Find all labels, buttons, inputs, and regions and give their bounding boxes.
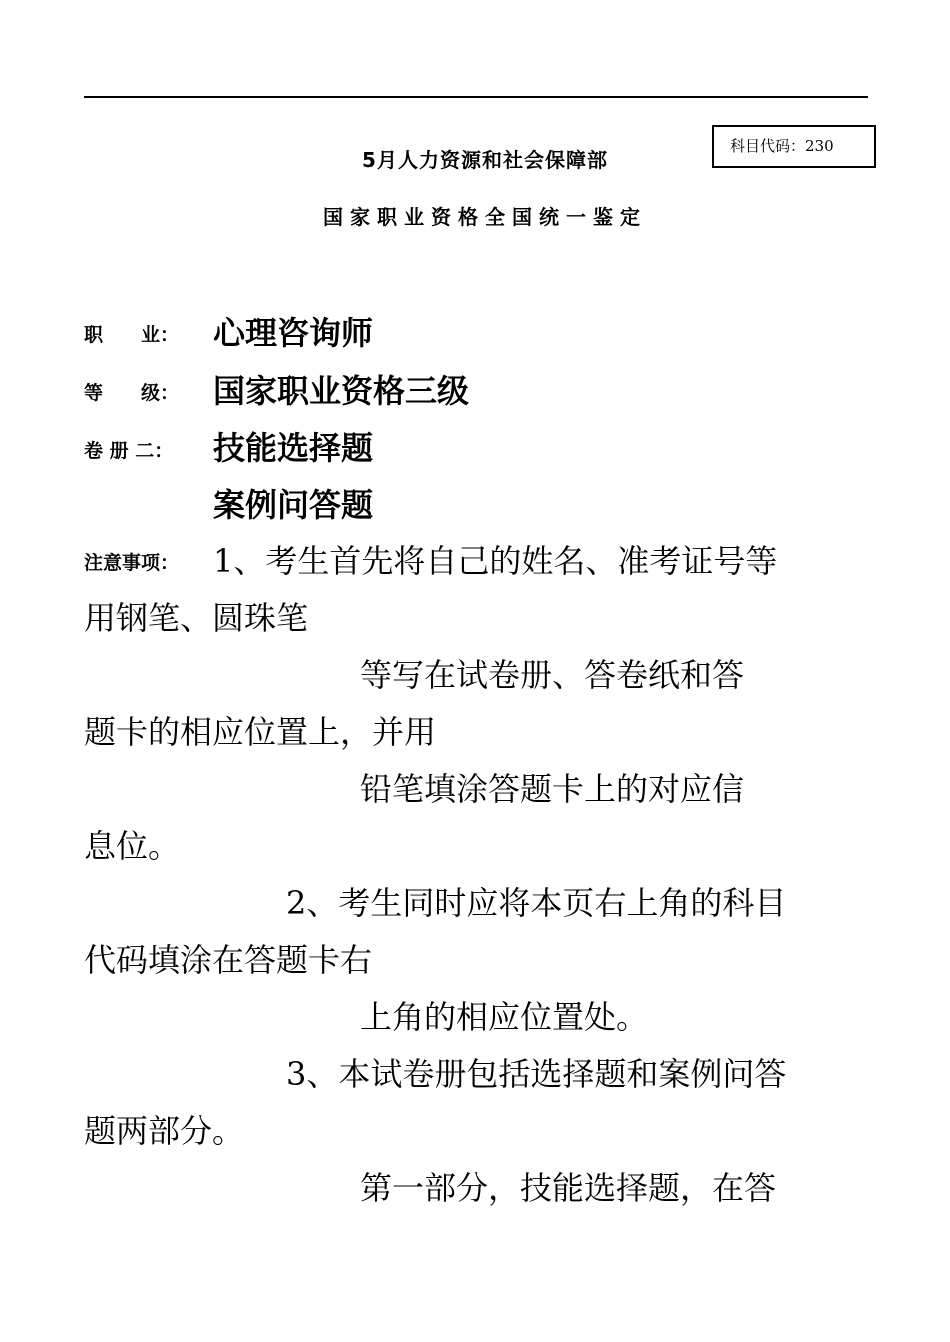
note-line: 息位。 — [84, 827, 181, 865]
volume-value-skills: 技能选择题 — [213, 429, 374, 467]
note-line: 代码填涂在答题卡右 — [84, 941, 373, 979]
note-line: 第一部分，技能选择题，在答 — [360, 1169, 777, 1207]
note-line: 3、本试卷册包括选择题和案例问答 — [286, 1055, 787, 1093]
note-line: 铅笔填涂答题卡上的对应信 — [360, 770, 745, 808]
note-line: 等写在试卷册、答卷纸和答 — [360, 656, 745, 694]
exam-header-line1: 5月人力资源和社会保障部 — [362, 148, 608, 172]
note-line: 题两部分。 — [84, 1112, 245, 1150]
occupation-label: 职 业： — [84, 324, 180, 346]
header-rule — [84, 96, 868, 98]
exam-header-line2: 国家职业资格全国统一鉴定 — [323, 205, 647, 229]
level-value: 国家职业资格三级 — [213, 372, 470, 410]
note-line: 上角的相应位置处。 — [360, 998, 649, 1036]
note-line: 题卡的相应位置上，并用 — [84, 713, 437, 751]
notes-label: 注意事项： — [84, 552, 180, 574]
subject-code-box: 科目代码：230 — [712, 125, 876, 168]
level-label: 等 级： — [84, 382, 180, 404]
note-line: 2、考生同时应将本页右上角的科目 — [286, 884, 787, 922]
volume-label: 卷 册 二： — [84, 440, 174, 462]
note-line: 1、考生首先将自己的姓名、准考证号等 — [213, 542, 778, 580]
occupation-value: 心理咨询师 — [213, 314, 374, 352]
note-line: 用钢笔、圆珠笔 — [84, 599, 309, 637]
volume-value-cases: 案例问答题 — [213, 486, 374, 524]
